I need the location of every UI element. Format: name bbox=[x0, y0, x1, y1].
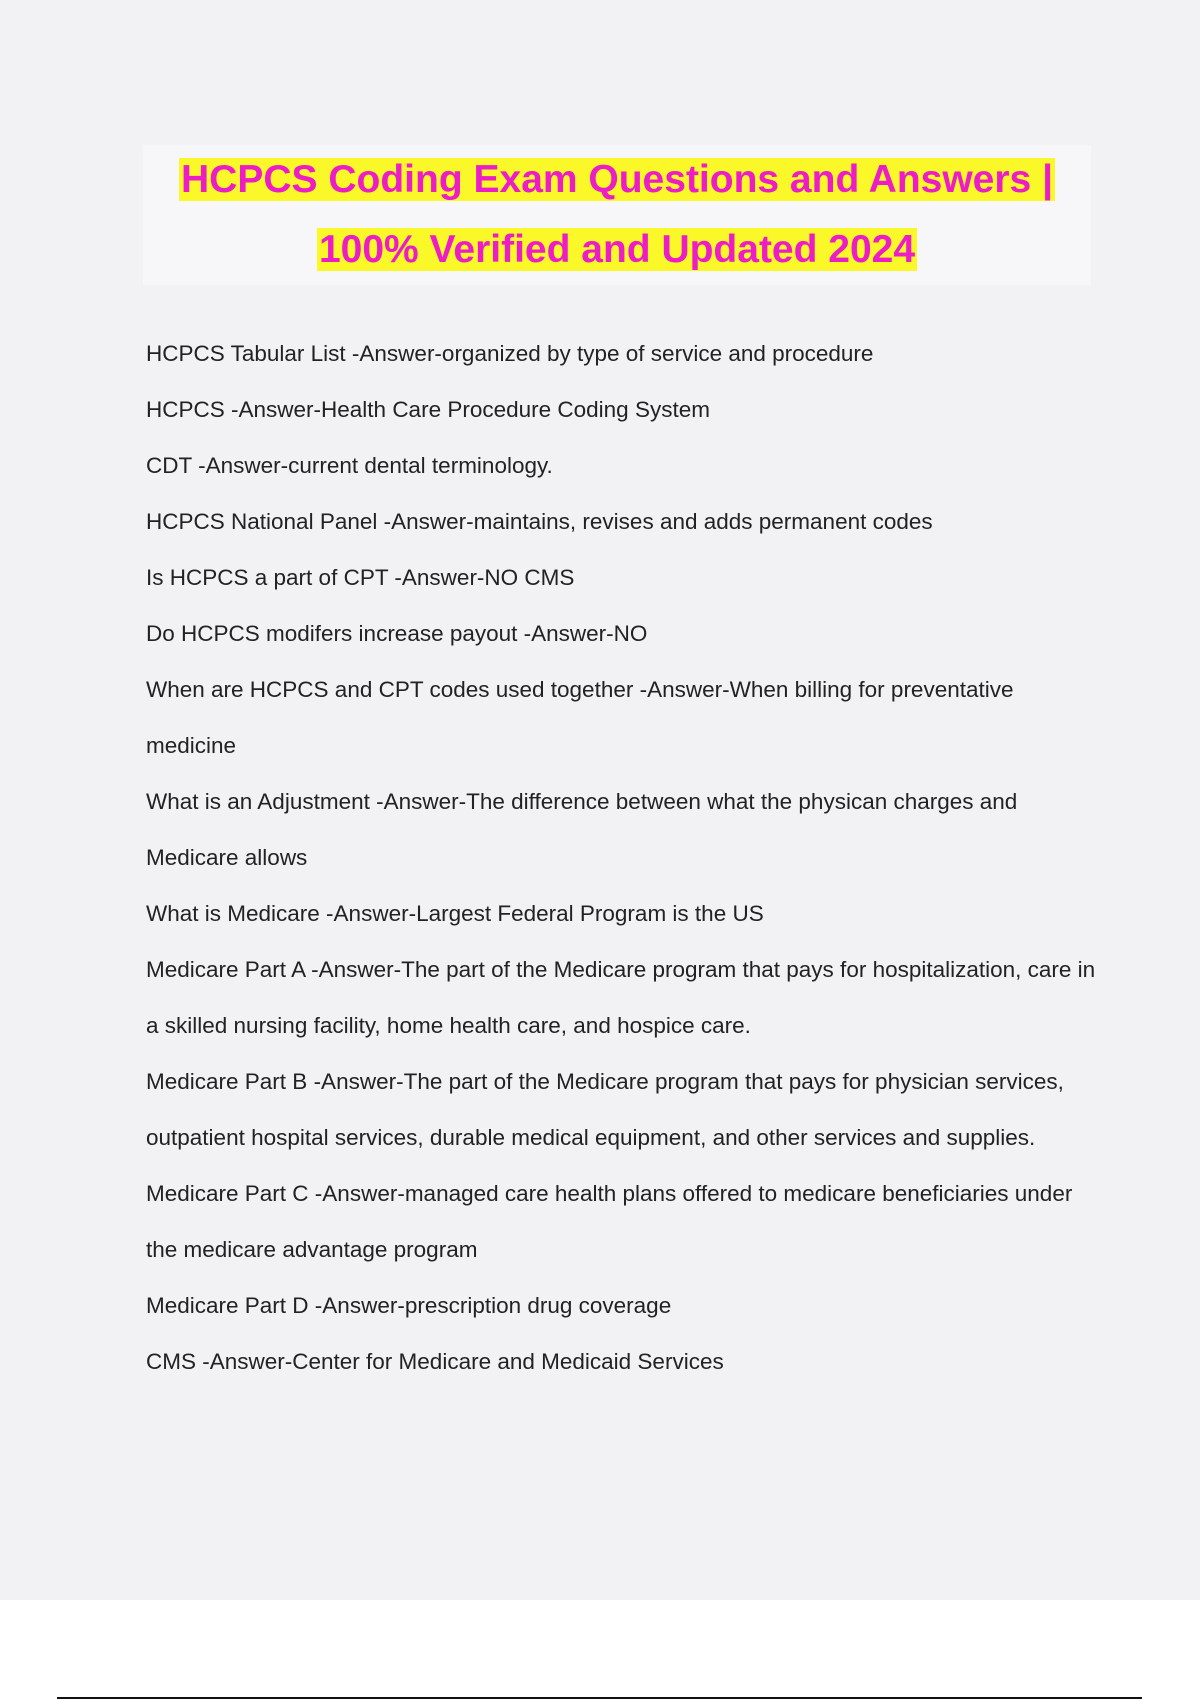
qa-item: Medicare Part B -Answer-The part of the Medicare program that pays for physician services, outpatient hospital services, durable medical equipment, and other services and supplies. bbox=[146, 1069, 1064, 1150]
title-line-2-highlight: 100% Verified and Updated 2024 bbox=[318, 228, 916, 271]
qa-item: Do HCPCS modifers increase payout -Answer-NO bbox=[146, 621, 648, 646]
qa-item: Medicare Part C -Answer-managed care health plans offered to medicare beneficiaries under the medicare advantage program bbox=[146, 1181, 1073, 1262]
title-block bbox=[143, 145, 1091, 285]
qa-item: CMS -Answer-Center for Medicare and Medicaid Services bbox=[146, 1349, 724, 1374]
qa-item: Medicare Part D -Answer-prescription drug coverage bbox=[146, 1293, 672, 1318]
qa-item: When are HCPCS and CPT codes used together -Answer-When billing for preventative medicine bbox=[146, 677, 1014, 758]
qa-item: HCPCS National Panel -Answer-maintains, revises and adds permanent codes bbox=[146, 509, 933, 534]
qa-item: What is an Adjustment -Answer-The difference between what the physican charges and Medicare allows bbox=[146, 789, 1018, 870]
qa-item: HCPCS Tabular List -Answer-organized by type of service and procedure bbox=[146, 341, 874, 366]
qa-list bbox=[146, 326, 1106, 1390]
qa-item: CDT -Answer-current dental terminology. bbox=[146, 453, 553, 478]
qa-item: HCPCS -Answer-Health Care Procedure Coding System bbox=[146, 397, 710, 422]
document-title-line-2 bbox=[143, 215, 1091, 285]
document-title-line-1 bbox=[143, 145, 1091, 215]
footer-divider bbox=[57, 1697, 1142, 1699]
qa-item: What is Medicare -Answer-Largest Federal Program is the US bbox=[146, 901, 764, 926]
qa-item: Medicare Part A -Answer-The part of the Medicare program that pays for hospitalization, care in a skilled nursing facility, home health care, and hospice care. bbox=[146, 957, 1096, 1038]
qa-item: Is HCPCS a part of CPT -Answer-NO CMS bbox=[146, 565, 575, 590]
title-line-1-highlight: HCPCS Coding Exam Questions and Answers | bbox=[181, 158, 1053, 201]
